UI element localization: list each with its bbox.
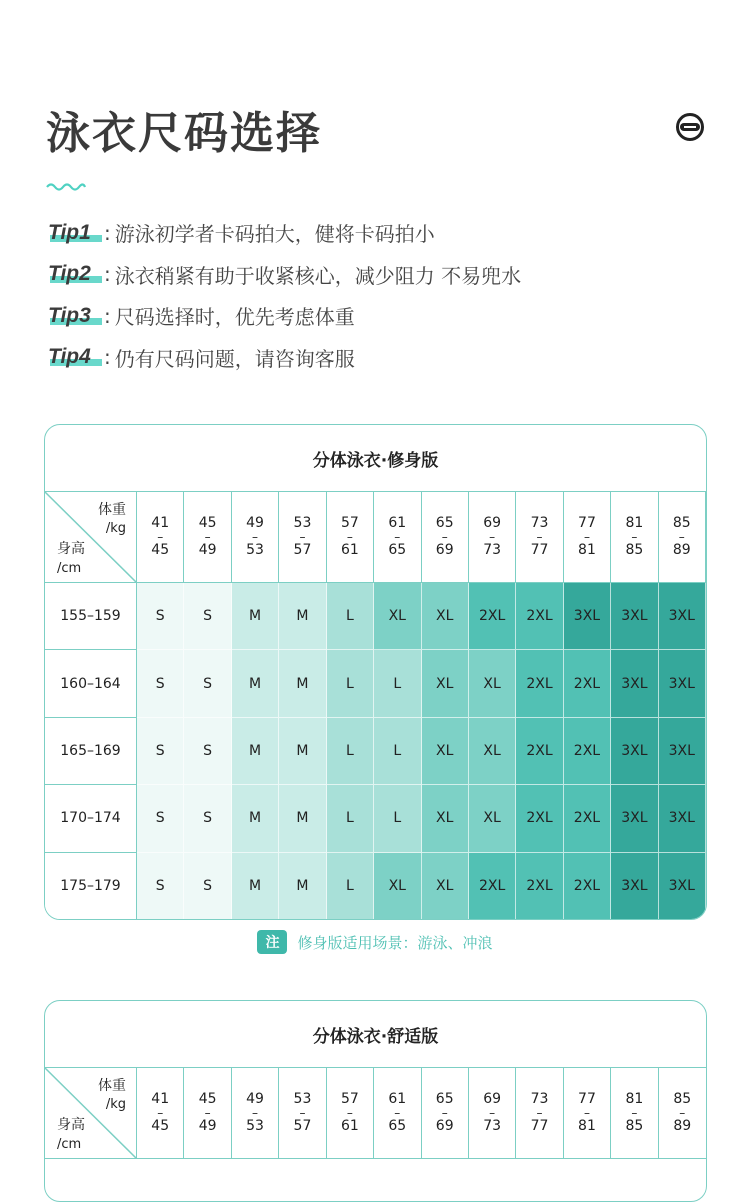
tip-item: [48, 212, 521, 254]
weight-header-cell: [611, 492, 658, 583]
size-cell: M: [232, 718, 279, 785]
height-row-label: 170–174: [45, 785, 137, 852]
weight-sep: –: [441, 530, 448, 544]
size-cell: S: [184, 650, 231, 717]
tip-text: 游泳初学者卡码拍大，健将卡码拍小: [114, 222, 435, 247]
weight-sep: –: [204, 1106, 211, 1120]
page-title: 泳衣尺码选择: [46, 108, 322, 159]
size-cell: 2XL: [516, 718, 563, 785]
weight-header-cell: [422, 1068, 469, 1159]
table-title: 分体泳衣·修身版: [45, 425, 706, 492]
size-cell: 3XL: [611, 718, 658, 785]
weight-to: 77: [530, 542, 549, 558]
size-cell: L: [327, 785, 374, 852]
height-unit: /cm: [57, 561, 82, 576]
tips-list: [48, 212, 521, 378]
weight-from: 41: [151, 1091, 170, 1107]
weight-sep: –: [252, 530, 259, 544]
size-cell: S: [137, 650, 184, 717]
weight-header-cell: [564, 492, 611, 583]
weight-from: 45: [198, 1091, 217, 1107]
size-cell: 2XL: [469, 853, 516, 920]
weight-label: 体重: [98, 502, 126, 518]
size-cell: S: [137, 853, 184, 920]
size-cell: 2XL: [516, 853, 563, 920]
weight-sep: –: [204, 530, 211, 544]
tip-colon: :: [104, 220, 111, 245]
table-note: [0, 930, 750, 954]
weight-header-cell: [137, 492, 184, 583]
size-cell: 3XL: [659, 853, 706, 920]
size-cell: S: [184, 718, 231, 785]
size-cell: 3XL: [564, 583, 611, 650]
size-cell: XL: [422, 650, 469, 717]
size-cell: M: [232, 583, 279, 650]
size-cell: S: [184, 853, 231, 920]
size-cell: 2XL: [564, 785, 611, 852]
weight-from: 73: [530, 515, 549, 531]
height-row-label: 155–159: [45, 583, 137, 650]
weight-header-cell: [374, 1068, 421, 1159]
height-row-label: 165–169: [45, 718, 137, 785]
weight-sep: –: [346, 1106, 353, 1120]
size-cell: 3XL: [659, 650, 706, 717]
tip-label: Tip3: [48, 304, 104, 328]
weight-to: 57: [293, 542, 312, 558]
weight-from: 57: [340, 515, 359, 531]
size-cell: L: [327, 583, 374, 650]
size-cell: M: [279, 785, 326, 852]
tip-item: [48, 337, 521, 379]
weight-to: 89: [673, 1118, 692, 1134]
weight-sep: –: [489, 530, 496, 544]
weight-to: 69: [435, 1118, 454, 1134]
size-grid: [45, 492, 706, 920]
size-cell: 3XL: [611, 853, 658, 920]
height-unit: /cm: [57, 1137, 82, 1152]
size-cell: XL: [374, 853, 421, 920]
weight-to: 77: [530, 1118, 549, 1134]
weight-sep: –: [536, 1106, 543, 1120]
weight-from: 85: [673, 1091, 692, 1107]
height-row-label: 175–179: [45, 853, 137, 920]
size-table-slim: [44, 424, 707, 920]
weight-to: 73: [483, 542, 502, 558]
tip-text: 泳衣稍紧有助于收紧核心，减少阻力 不易兜水: [114, 263, 522, 288]
size-cell: 2XL: [469, 583, 516, 650]
size-cell: 2XL: [516, 785, 563, 852]
tip-colon: :: [104, 303, 111, 328]
weight-header-cell: [184, 492, 231, 583]
weight-from: 61: [388, 515, 407, 531]
weight-sep: –: [631, 530, 638, 544]
weight-from: 61: [388, 1091, 407, 1107]
size-cell: 3XL: [611, 583, 658, 650]
size-grid: [45, 1068, 706, 1159]
weight-sep: –: [441, 1106, 448, 1120]
size-cell: L: [327, 718, 374, 785]
size-cell: L: [374, 785, 421, 852]
tip-colon: :: [104, 262, 111, 287]
note-text: 修身版适用场景：游泳、冲浪: [297, 933, 493, 952]
weight-to: 45: [151, 1118, 170, 1134]
size-cell: XL: [422, 853, 469, 920]
weight-from: 45: [198, 515, 217, 531]
size-cell: M: [279, 583, 326, 650]
weight-header-cell: [611, 1068, 658, 1159]
weight-header-cell: [469, 1068, 516, 1159]
weight-sep: –: [678, 530, 685, 544]
weight-header-cell: [232, 1068, 279, 1159]
weight-header-cell: [327, 492, 374, 583]
weight-from: 53: [293, 515, 312, 531]
weight-to: 69: [435, 542, 454, 558]
size-cell: XL: [422, 785, 469, 852]
height-row-label: 160–164: [45, 650, 137, 717]
size-cell: 2XL: [564, 853, 611, 920]
tip-label: Tip1: [48, 221, 104, 245]
tip-label: Tip2: [48, 262, 104, 286]
weight-to: 61: [340, 1118, 359, 1134]
weight-to: 85: [625, 542, 644, 558]
size-cell: XL: [374, 583, 421, 650]
weight-from: 65: [435, 1091, 454, 1107]
weight-to: 57: [293, 1118, 312, 1134]
size-cell: 3XL: [659, 718, 706, 785]
weight-header-cell: [279, 492, 326, 583]
weight-sep: –: [157, 530, 164, 544]
weight-from: 53: [293, 1091, 312, 1107]
size-cell: M: [279, 853, 326, 920]
weight-sep: –: [489, 1106, 496, 1120]
weight-label: 体重: [98, 1078, 126, 1094]
weight-to: 49: [198, 1118, 217, 1134]
weight-from: 73: [530, 1091, 549, 1107]
weight-header-cell: [422, 492, 469, 583]
size-cell: L: [327, 853, 374, 920]
table-title: 分体泳衣·舒适版: [45, 1001, 706, 1068]
size-cell: 2XL: [516, 650, 563, 717]
weight-header-cell: [279, 1068, 326, 1159]
weight-sep: –: [583, 530, 590, 544]
size-cell: M: [232, 853, 279, 920]
weight-from: 69: [483, 515, 502, 531]
weight-to: 85: [625, 1118, 644, 1134]
table-corner: [45, 492, 137, 583]
size-cell: XL: [469, 718, 516, 785]
size-cell: L: [374, 718, 421, 785]
tip-label: Tip4: [48, 345, 104, 369]
weight-to: 81: [578, 1118, 596, 1134]
weight-to: 53: [246, 542, 264, 558]
weight-sep: –: [299, 530, 306, 544]
weight-header-cell: [469, 492, 516, 583]
weight-sep: –: [299, 1106, 306, 1120]
weight-to: 53: [246, 1118, 264, 1134]
weight-from: 49: [246, 1091, 264, 1107]
size-cell: XL: [422, 583, 469, 650]
weight-sep: –: [679, 1106, 686, 1120]
weight-from: 77: [578, 515, 596, 531]
size-cell: S: [184, 583, 231, 650]
size-cell: XL: [422, 718, 469, 785]
size-cell: 2XL: [564, 718, 611, 785]
size-cell: S: [137, 718, 184, 785]
weight-to: 73: [483, 1118, 502, 1134]
weight-header-cell: [516, 492, 563, 583]
weight-from: 77: [578, 1091, 596, 1107]
weight-header-cell: [659, 492, 706, 583]
weight-from: 81: [625, 515, 644, 531]
weight-header-cell: [327, 1068, 374, 1159]
size-cell: S: [137, 785, 184, 852]
weight-to: 65: [388, 542, 407, 558]
weight-to: 89: [672, 542, 691, 558]
weight-from: 81: [625, 1091, 644, 1107]
weight-to: 49: [198, 542, 217, 558]
weight-sep: –: [252, 1106, 259, 1120]
weight-unit: /kg: [105, 1097, 126, 1112]
weight-sep: –: [583, 1106, 590, 1120]
wave-icon: [46, 180, 86, 194]
size-cell: XL: [469, 650, 516, 717]
weight-header-cell: [232, 492, 279, 583]
size-cell: 3XL: [659, 785, 706, 852]
weight-sep: –: [394, 530, 401, 544]
weight-unit: /kg: [105, 521, 126, 536]
size-cell: S: [137, 583, 184, 650]
height-label: 身高: [57, 541, 85, 557]
size-cell: 3XL: [659, 583, 706, 650]
weight-header-cell: [564, 1068, 611, 1159]
note-badge: 注: [257, 930, 287, 954]
weight-sep: –: [536, 530, 543, 544]
table-corner: [45, 1068, 137, 1159]
weight-from: 85: [672, 515, 691, 531]
height-label: 身高: [57, 1117, 85, 1133]
size-cell: L: [327, 650, 374, 717]
weight-header-cell: [516, 1068, 563, 1159]
size-cell: M: [232, 650, 279, 717]
size-cell: S: [184, 785, 231, 852]
size-cell: M: [279, 650, 326, 717]
weight-header-cell: [184, 1068, 231, 1159]
weight-to: 45: [151, 542, 170, 558]
size-cell: 2XL: [516, 583, 563, 650]
weight-header-cell: [137, 1068, 184, 1159]
weight-header-cell: [659, 1068, 706, 1159]
size-cell: XL: [469, 785, 516, 852]
weight-sep: –: [346, 530, 353, 544]
size-cell: M: [279, 718, 326, 785]
weight-to: 61: [340, 542, 359, 558]
size-cell: M: [232, 785, 279, 852]
weight-to: 81: [578, 542, 596, 558]
weight-from: 69: [483, 1091, 502, 1107]
weight-from: 49: [246, 515, 264, 531]
size-cell: 3XL: [611, 650, 658, 717]
weight-sep: –: [631, 1106, 638, 1120]
weight-header-cell: [374, 492, 421, 583]
size-cell: L: [374, 650, 421, 717]
tip-item: [48, 295, 521, 337]
weight-from: 57: [340, 1091, 359, 1107]
size-cell: 2XL: [564, 650, 611, 717]
size-cell: 3XL: [611, 785, 658, 852]
weight-sep: –: [157, 1106, 164, 1120]
size-table-comfort: [44, 1000, 707, 1202]
tip-item: [48, 254, 521, 296]
weight-to: 65: [388, 1118, 407, 1134]
tip-text: 仍有尺码问题，请咨询客服: [114, 346, 355, 371]
tip-text: 尺码选择时，优先考虑体重: [114, 305, 355, 330]
tip-colon: :: [104, 345, 111, 370]
swim-goggles-icon[interactable]: [675, 112, 705, 142]
weight-from: 41: [151, 515, 170, 531]
weight-sep: –: [394, 1106, 401, 1120]
weight-from: 65: [435, 515, 454, 531]
